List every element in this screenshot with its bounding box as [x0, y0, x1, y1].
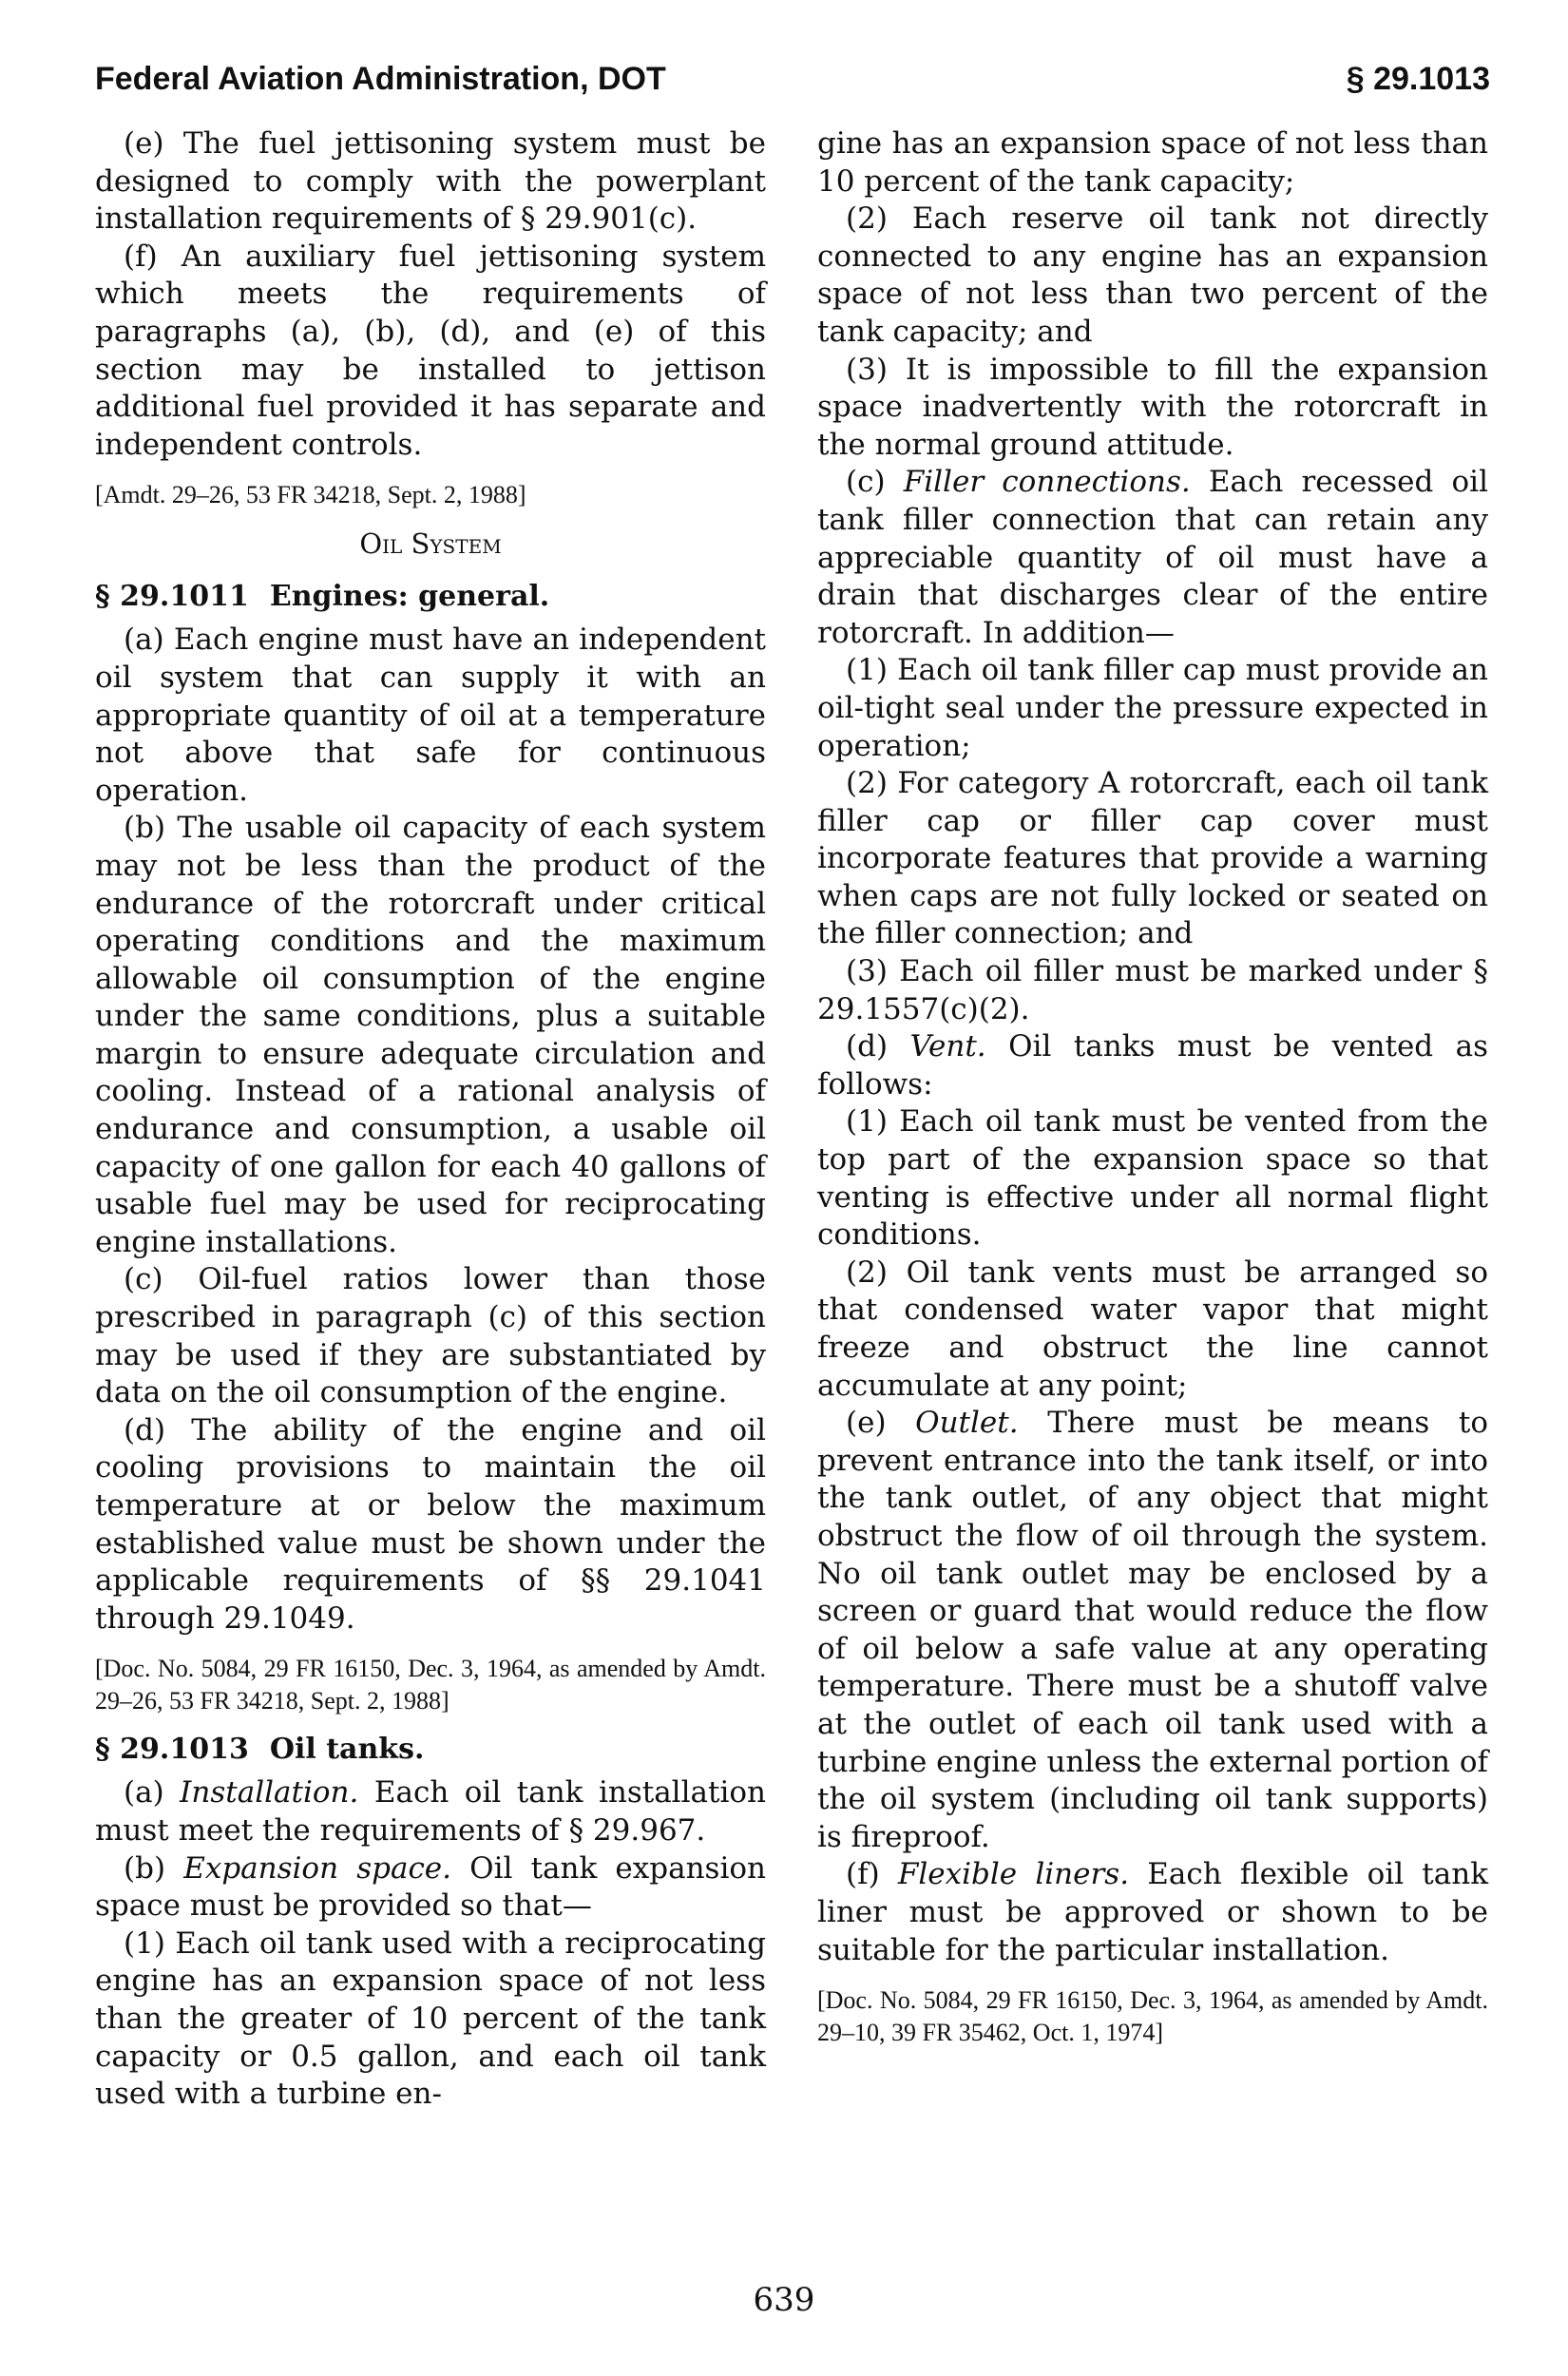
- paragraph-text: Oil tanks must be vented as follows:: [817, 1029, 1488, 1102]
- paragraph-text: Each recessed oil tank filler connection that can retain any appreciable quantity of oil must have a drain that discharges clear of the entire rotorcraft. In addition—: [817, 465, 1488, 650]
- paragraph-1013-c: [817, 464, 1488, 652]
- paragraph-label: (e): [846, 1406, 887, 1441]
- section-title: Engines: general.: [269, 580, 550, 614]
- paragraph-heading: Vent.: [909, 1029, 986, 1064]
- left-column: [95, 125, 766, 2114]
- paragraph-1013-b1: (1) Each oil tank used with a reciprocating engine has an expansion space of not less than the greater of 10 percent of the tank capacity or 0.5 gallon, and each oil tank used with a turbine en-: [95, 1926, 766, 2112]
- paragraph-heading: Flexible liners.: [897, 1857, 1130, 1892]
- amendment-citation: [Amdt. 29–26, 53 FR 34218, Sept. 2, 1988]: [95, 481, 526, 509]
- section-number: § 29.1011: [95, 580, 249, 614]
- paragraph-1013-e: [817, 1405, 1488, 1856]
- section-heading-1011: [95, 578, 766, 616]
- paragraph-f: (f) An auxiliary fuel jettisoning system which meets the requirements of paragraphs (a), (b), (d), and (e) of this section may be installed to jettison additional fuel provided it has separate and independent controls.: [95, 239, 766, 462]
- running-head: [95, 55, 1490, 103]
- page-number: 639: [753, 2281, 815, 2319]
- paragraph-1013-b: [95, 1850, 766, 1926]
- paragraph-e: (e) The fuel jettisoning system must be designed to comply with the powerplant installation requirements of § 29.901(c).: [95, 126, 766, 237]
- paragraph-1013-b1-continued: gine has an expansion space of not less than 10 percent of the tank capacity;: [817, 126, 1488, 199]
- paragraph-heading: Outlet.: [915, 1406, 1019, 1441]
- paragraph-heading: Filler connections.: [903, 465, 1191, 500]
- paragraph-text: Oil tank expansion space must be provided so that—: [95, 1850, 766, 1924]
- paragraph-text: Each flexible oil tank liner must be approved or shown to be suitable for the particular installation.: [817, 1857, 1488, 1967]
- section-number: § 29.1013: [95, 1733, 249, 1767]
- section-1011-citation: [Doc. No. 5084, 29 FR 16150, Dec. 3, 1964, as amended by Amdt. 29–26, 53 FR 34218, Sept. 2, 1988]: [95, 1655, 766, 1715]
- paragraph-heading: Installation.: [180, 1775, 359, 1811]
- paragraph-1011-b: (b) The usable oil capacity of each system may not be less than the product of the endurance of the rotorcraft under critical operating conditions and the maximum allowable oil consumption of the engine under the same conditions, plus a suitable margin to ensure adequate circulation and cooling. Instead of a rational analysis of endurance and consumption, a usable oil capacity of one gallon for each 40 gallons of usable fuel may be used for reciprocating engine installations.: [95, 811, 766, 1259]
- subpart-heading: Oil System: [359, 527, 502, 561]
- paragraph-1013-c3: (3) Each oil filler must be marked under § 29.1557(c)(2).: [817, 954, 1488, 1026]
- paragraph-text: There must be means to prevent entrance into the tank itself, or into the tank outlet, of any object that might obstruct the flow of oil through the system. No oil tank outlet may be enclosed by a screen or guard that would reduce the flow of oil below a safe value at any operating temperature. There must be a shutoff valve at the outlet of each oil tank used with a turbine engine unless the external portion of the oil system (including oil tank supports) is fireproof.: [817, 1406, 1488, 1854]
- right-column: [817, 125, 1488, 2062]
- section-1013-citation: [Doc. No. 5084, 29 FR 16150, Dec. 3, 1964, as amended by Amdt. 29–10, 39 FR 35462, Oct. 1, 1974]: [817, 1986, 1488, 2047]
- paragraph-label: (b): [124, 1850, 166, 1886]
- section-number-header: § 29.1013: [1346, 61, 1490, 97]
- paragraph-label: (a): [124, 1775, 164, 1811]
- paragraph-1011-d: (d) The ability of the engine and oil cooling provisions to maintain the oil temperature at or below the maximum established value must be shown under the applicable requirements of §§ 29.1041 through 29.1049.: [95, 1412, 766, 1636]
- paragraph-label: (c): [846, 465, 886, 500]
- paragraph-1011-a: (a) Each engine must have an independent oil system that can supply it with an appropriate quantity of oil at a temperature not above that safe for continuous operation.: [95, 623, 766, 808]
- paragraph-1013-f: [817, 1856, 1488, 1969]
- paragraph-1013-d: [817, 1028, 1488, 1103]
- section-title: Oil tanks.: [269, 1733, 425, 1767]
- paragraph-1013-a: [95, 1774, 766, 1849]
- section-heading-1013: [95, 1731, 766, 1769]
- paragraph-1013-d1: (1) Each oil tank must be vented from the top part of the expansion space so that venting is effective under all normal flight conditions.: [817, 1104, 1488, 1253]
- paragraph-text: Each oil tank installation must meet the requirements of § 29.967.: [95, 1775, 766, 1848]
- paragraph-1013-c2: (2) For category A rotorcraft, each oil tank filler cap or filler cap cover must incorporate features that provide a warning when caps are not fully locked or seated on the filler connection; and: [817, 766, 1488, 951]
- paragraph-1013-c1: (1) Each oil tank filler cap must provide an oil-tight seal under the pressure expected in operation;: [817, 653, 1488, 763]
- paragraph-1013-b2: (2) Each reserve oil tank not directly connected to any engine has an expansion space of not less than two percent of the tank capacity; and: [817, 201, 1488, 349]
- paragraph-label: (d): [846, 1029, 889, 1064]
- paragraph-label: (f): [846, 1857, 880, 1892]
- agency-name: Federal Aviation Administration, DOT: [95, 61, 666, 97]
- paragraph-1011-c: (c) Oil-fuel ratios lower than those prescribed in paragraph (c) of this section may be used if they are substantiated by data on the oil consumption of the engine.: [95, 1262, 766, 1410]
- paragraph-heading: Expansion space.: [183, 1850, 452, 1886]
- paragraph-1013-b3: (3) It is impossible to fill the expansion space inadvertently with the rotorcraft in the normal ground attitude.: [817, 352, 1488, 462]
- paragraph-1013-d2: (2) Oil tank vents must be arranged so that condensed water vapor that might freeze and obstruct the line cannot accumulate at any point;: [817, 1255, 1488, 1403]
